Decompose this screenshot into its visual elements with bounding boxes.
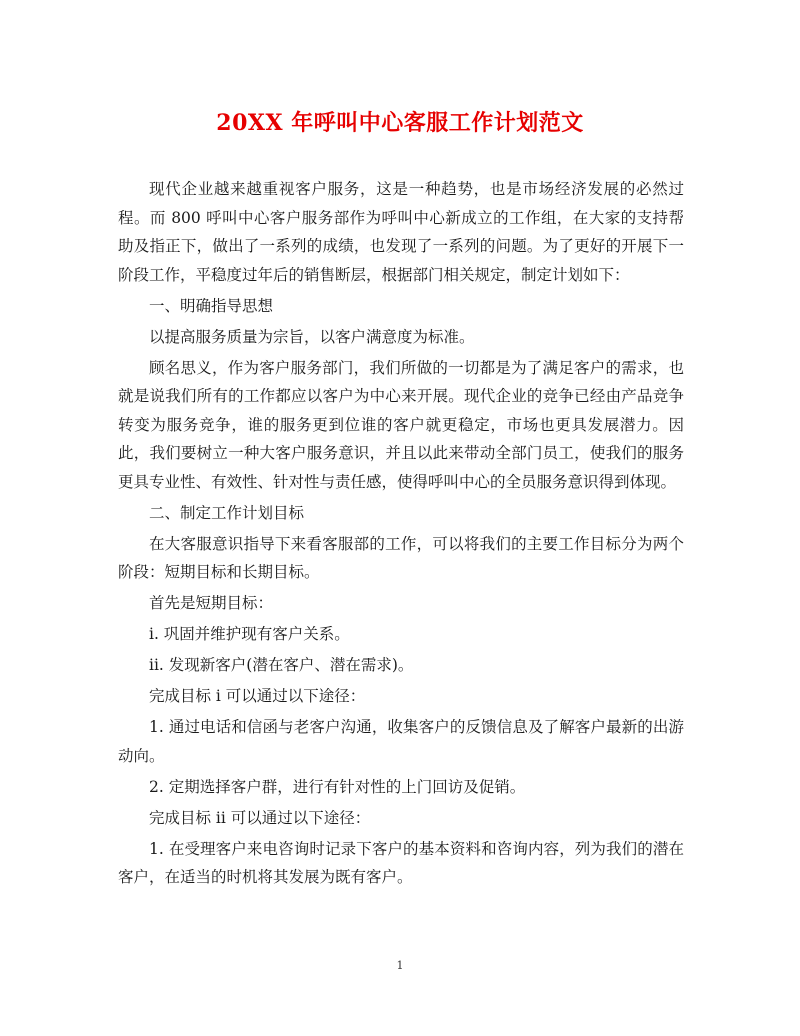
page-number: 1 bbox=[396, 959, 404, 972]
list-item: 1. 在受理客户来电咨询时记录下客户的基本资料和咨询内容，列为我们的潜在客户，在适当的时机将其发展为既有客户。 bbox=[118, 839, 684, 886]
paragraph: 在大客服意识指导下来看客服部的工作，可以将我们的主要工作目标分为两个阶段：短期目标和长期目标。 bbox=[118, 534, 684, 581]
paragraph: 首先是短期目标： bbox=[149, 594, 274, 612]
document-title: 20XX 年呼叫中心客服工作计划范文 bbox=[216, 110, 584, 136]
paragraph: 完成目标 ii 可以通过以下途径： bbox=[149, 808, 371, 827]
list-item: 1. 通过电话和信函与老客户沟通，收集客户的反馈信息及了解客户最新的出游动向。 bbox=[118, 718, 684, 765]
paragraph: 完成目标 i 可以通过以下途径： bbox=[149, 687, 366, 705]
section-heading-2: 二、制定工作计划目标 bbox=[149, 503, 305, 522]
paragraph: 以提高服务质量为宗旨，以客户满意度为标准。 bbox=[149, 327, 475, 346]
document-body bbox=[118, 175, 684, 894]
paragraph-intro: 现代企业越来越重视客户服务，这是一种趋势，也是市场经济发展的必然过程。而 800 呼叫中心客户服务部作为呼叫中心新成立的工作组，在大家的支持帮助及指正下，做出了一系列的成绩，也发现了一系列的问题。为了更好的开展下一阶段工作，平稳度过年后的销售断层，根据部门相关规定，制定计划如下： bbox=[118, 180, 684, 284]
list-item: ii. 发现新客户(潜在客户、潜在需求)。 bbox=[149, 656, 414, 674]
list-item: i. 巩固并维护现有客户关系。 bbox=[149, 625, 350, 643]
section-heading-1: 一、明确指导思想 bbox=[149, 296, 274, 315]
list-item: 2. 定期选择客户群，进行有针对性的上门回访及促销。 bbox=[149, 777, 526, 796]
paragraph: 顾名思义，作为客户服务部门，我们所做的一切都是为了满足客户的需求，也就是说我们所有的工作都应以客户为中心来开展。现代企业的竞争已经由产品竞争转变为服务竞争，谁的服务更到位谁的客户就更稳定，市场也更具发展潜力。因此，我们要树立一种大客户服务意识，并且以此来带动全部门员工，使我们的服务更具专业性、有效性、针对性与责任感，使得呼叫中心的全员服务意识得到体现。 bbox=[118, 358, 684, 491]
